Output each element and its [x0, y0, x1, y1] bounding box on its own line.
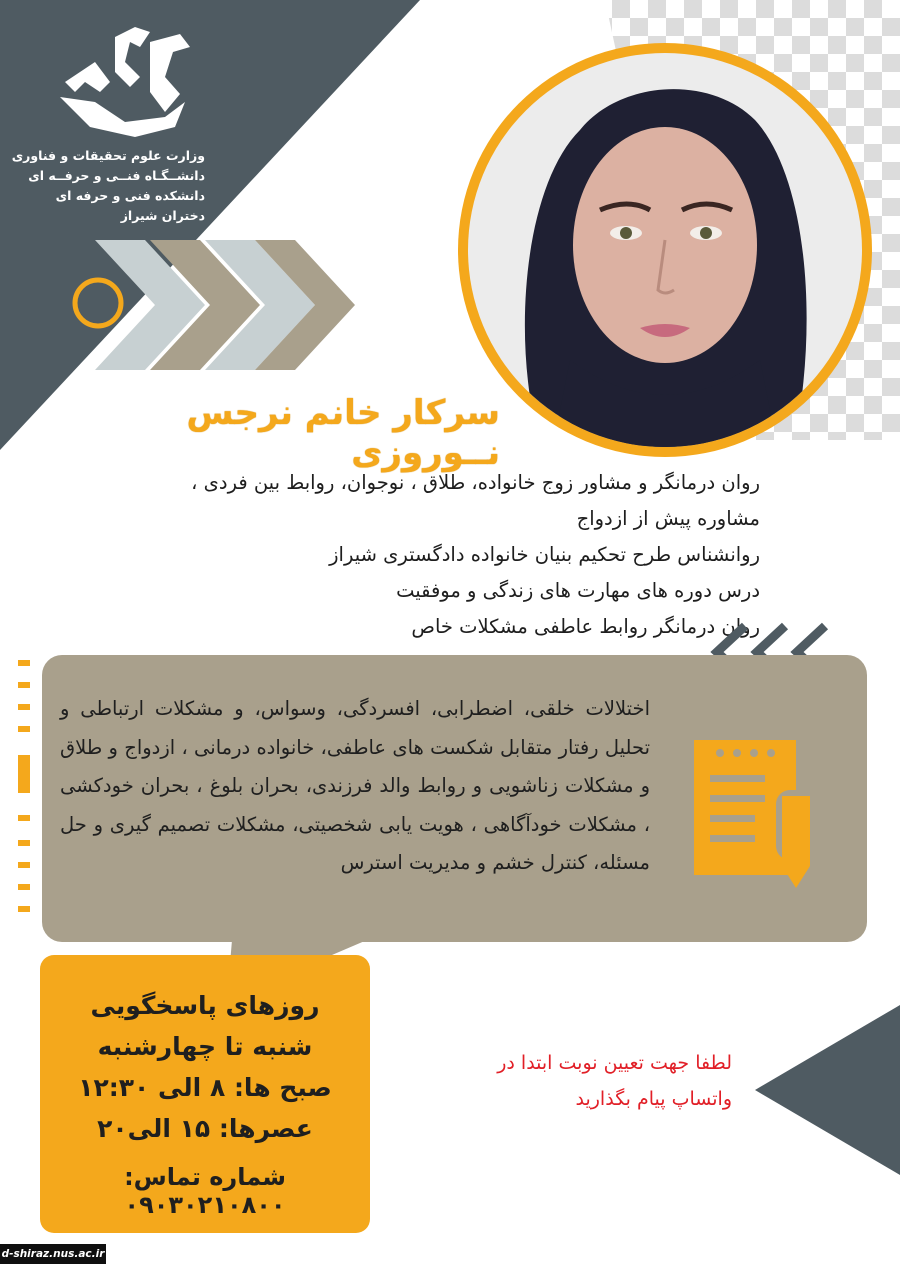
- hours-morning: صبح ها: ۸ الی ۱۲:۳۰: [78, 1073, 332, 1102]
- corner-triangle: [755, 1005, 900, 1175]
- bio-line-1: روان درمانگر و مشاور زوج خانواده، طلاق ، نوجوان، روابط بین فردی ،: [191, 471, 760, 494]
- chevron-arrows: [95, 240, 355, 370]
- notepad-pencil-icon: [690, 740, 825, 890]
- bio-line-3: روانشناس طرح تحکیم بنیان خانواده دادگستری شیراز: [329, 543, 760, 566]
- hours-afternoon: عصرها: ۱۵ الی۲۰: [97, 1114, 313, 1143]
- university-logo: [55, 22, 195, 140]
- university-name: [10, 146, 205, 226]
- org-line-2: دانشــگـاه فنــی و حرفــه ای: [28, 168, 205, 183]
- bio-line-2: مشاوره پیش از ازدواج: [576, 507, 760, 530]
- bio-line-5: روان درمانگر روابط عاطفی مشکلات خاص: [411, 615, 760, 638]
- footer-site-link[interactable]: d-shiraz.nus.ac.ir: [0, 1244, 106, 1264]
- contact-phone: شماره تماس: ۰۹۰۳۰۲۱۰۸۰۰: [124, 1163, 286, 1219]
- org-line-1: وزارت علوم تحقیقات و فناوری: [11, 148, 205, 163]
- hours-title: روزهای پاسخگویی: [90, 991, 320, 1020]
- bio-section: [50, 465, 760, 645]
- bio-line-4: درس دوره های مهارت های زندگی و موفقیت: [396, 579, 760, 602]
- hours-section: [40, 985, 370, 1149]
- person-name: سرکار خانم نرجس نــوروزی: [186, 393, 500, 473]
- org-line-3: دانشکده فنی و حرفه ای دختران شیراز: [55, 188, 205, 223]
- portrait-photo: [450, 40, 880, 460]
- orange-ring: [70, 275, 126, 331]
- hours-days: شنبه تا چهارشنبه: [97, 1032, 313, 1061]
- appointment-note: لطفا جهت تعیین نوبت ابتدا در واتساپ پیام بگذارید: [497, 1052, 732, 1110]
- services-text: اختلالات خلقی، اضطرابی، افسردگی، وسواس، و مشکلات ارتباطی و تحلیل رفتار متقابل شکست های عاطفی، خانواده درمانی ، ازدواج و طلاق و مشکلات زناشویی و روابط والد فرزندی، بحران بلوغ ، بحران خودکشی ، مشکلات خودآگاهی ، هویت یابی شخصیتی، مشکلات تصمیم گیری و حل مسئله، کنترل خشم و مدیریت استرس: [60, 697, 650, 874]
